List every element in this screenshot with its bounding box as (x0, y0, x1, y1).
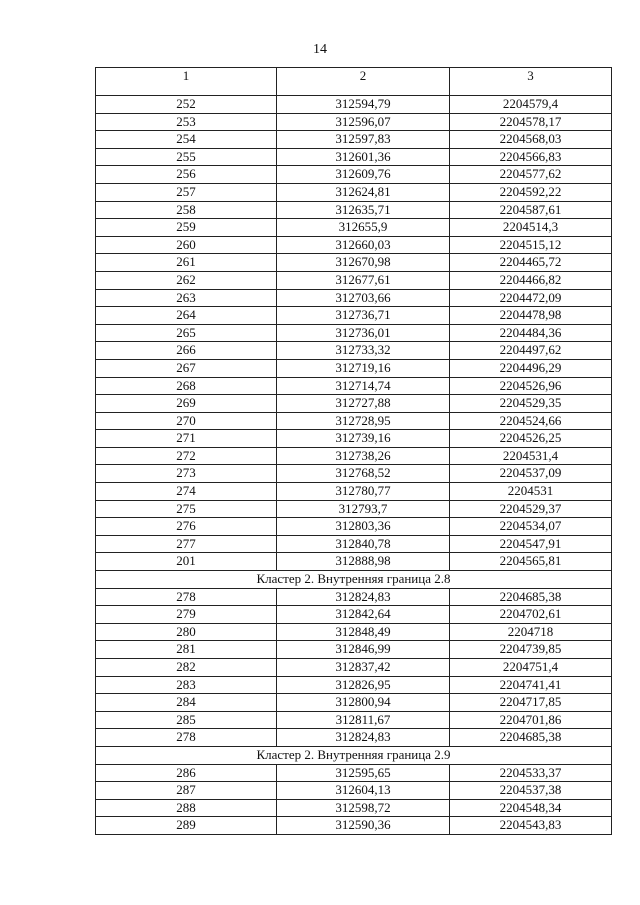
y-coordinate-cell: 2204568,03 (450, 131, 612, 149)
point-number-cell: 270 (96, 412, 277, 430)
y-coordinate-cell: 2204534,07 (450, 518, 612, 536)
y-coordinate-cell: 2204701,86 (450, 711, 612, 729)
y-coordinate-cell: 2204579,4 (450, 96, 612, 114)
x-coordinate-cell: 312840,78 (277, 535, 450, 553)
point-number-cell: 280 (96, 623, 277, 641)
point-number-cell: 274 (96, 483, 277, 501)
y-coordinate-cell: 2204533,37 (450, 764, 612, 782)
y-coordinate-cell: 2204587,61 (450, 201, 612, 219)
table-row (96, 289, 612, 307)
x-coordinate-cell: 312800,94 (277, 694, 450, 712)
x-coordinate-cell: 312888,98 (277, 553, 450, 571)
point-number-cell: 275 (96, 500, 277, 518)
point-number-cell: 278 (96, 588, 277, 606)
coordinates-table (95, 67, 612, 835)
x-coordinate-cell: 312660,03 (277, 236, 450, 254)
x-coordinate-cell: 312793,7 (277, 500, 450, 518)
table-row (96, 465, 612, 483)
y-coordinate-cell: 2204751,4 (450, 659, 612, 677)
y-coordinate-cell: 2204524,66 (450, 412, 612, 430)
table-row (96, 799, 612, 817)
point-number-cell: 201 (96, 553, 277, 571)
point-number-cell: 287 (96, 782, 277, 800)
y-coordinate-cell: 2204472,09 (450, 289, 612, 307)
table-row (96, 307, 612, 325)
table-row (96, 271, 612, 289)
point-number-cell: 283 (96, 676, 277, 694)
x-coordinate-cell: 312670,98 (277, 254, 450, 272)
y-coordinate-cell: 2204537,38 (450, 782, 612, 800)
table-row (96, 623, 612, 641)
table-row (96, 359, 612, 377)
point-number-cell: 260 (96, 236, 277, 254)
header-cell-point-number: 1 (96, 68, 277, 96)
table-row (96, 500, 612, 518)
table-row (96, 483, 612, 501)
point-number-cell: 269 (96, 395, 277, 413)
x-coordinate-cell: 312826,95 (277, 676, 450, 694)
section-title-row (96, 746, 612, 764)
table-row (96, 201, 612, 219)
table-row (96, 729, 612, 747)
y-coordinate-cell: 2204548,34 (450, 799, 612, 817)
x-coordinate-cell: 312677,61 (277, 271, 450, 289)
point-number-cell: 257 (96, 183, 277, 201)
table-row (96, 395, 612, 413)
section-title: Кластер 2. Внутренняя граница 2.9 (96, 746, 612, 764)
x-coordinate-cell: 312803,36 (277, 518, 450, 536)
x-coordinate-cell: 312624,81 (277, 183, 450, 201)
point-number-cell: 284 (96, 694, 277, 712)
table-row (96, 447, 612, 465)
point-number-cell: 271 (96, 430, 277, 448)
section-title-row (96, 571, 612, 589)
y-coordinate-cell: 2204592,22 (450, 183, 612, 201)
y-coordinate-cell: 2204526,96 (450, 377, 612, 395)
x-coordinate-cell: 312714,74 (277, 377, 450, 395)
point-number-cell: 279 (96, 606, 277, 624)
point-number-cell: 258 (96, 201, 277, 219)
table-row (96, 131, 612, 149)
x-coordinate-cell: 312824,83 (277, 729, 450, 747)
y-coordinate-cell: 2204717,85 (450, 694, 612, 712)
y-coordinate-cell: 2204465,72 (450, 254, 612, 272)
x-coordinate-cell: 312780,77 (277, 483, 450, 501)
table-row (96, 553, 612, 571)
x-coordinate-cell: 312597,83 (277, 131, 450, 149)
x-coordinate-cell: 312655,9 (277, 219, 450, 237)
y-coordinate-cell: 2204515,12 (450, 236, 612, 254)
x-coordinate-cell: 312842,64 (277, 606, 450, 624)
table-row (96, 694, 612, 712)
section-title: Кластер 2. Внутренняя граница 2.8 (96, 571, 612, 589)
point-number-cell: 264 (96, 307, 277, 325)
x-coordinate-cell: 312811,67 (277, 711, 450, 729)
table-row (96, 535, 612, 553)
x-coordinate-cell: 312598,72 (277, 799, 450, 817)
x-coordinate-cell: 312739,16 (277, 430, 450, 448)
point-number-cell: 281 (96, 641, 277, 659)
y-coordinate-cell: 2204478,98 (450, 307, 612, 325)
point-number-cell: 261 (96, 254, 277, 272)
x-coordinate-cell: 312736,01 (277, 324, 450, 342)
table-row (96, 676, 612, 694)
y-coordinate-cell: 2204497,62 (450, 342, 612, 360)
y-coordinate-cell: 2204531,4 (450, 447, 612, 465)
point-number-cell: 268 (96, 377, 277, 395)
table-row (96, 236, 612, 254)
y-coordinate-cell: 2204529,35 (450, 395, 612, 413)
table-header-row (96, 68, 612, 96)
point-number-cell: 263 (96, 289, 277, 307)
x-coordinate-cell: 312601,36 (277, 148, 450, 166)
table-row (96, 518, 612, 536)
header-cell-y-coordinate: 3 (450, 68, 612, 96)
x-coordinate-cell: 312768,52 (277, 465, 450, 483)
table-row (96, 782, 612, 800)
y-coordinate-cell: 2204514,3 (450, 219, 612, 237)
point-number-cell: 289 (96, 817, 277, 835)
point-number-cell: 272 (96, 447, 277, 465)
y-coordinate-cell: 2204484,36 (450, 324, 612, 342)
x-coordinate-cell: 312719,16 (277, 359, 450, 377)
x-coordinate-cell: 312837,42 (277, 659, 450, 677)
y-coordinate-cell: 2204718 (450, 623, 612, 641)
point-number-cell: 256 (96, 166, 277, 184)
point-number-cell: 288 (96, 799, 277, 817)
point-number-cell: 273 (96, 465, 277, 483)
x-coordinate-cell: 312736,71 (277, 307, 450, 325)
x-coordinate-cell: 312733,32 (277, 342, 450, 360)
y-coordinate-cell: 2204702,61 (450, 606, 612, 624)
point-number-cell: 253 (96, 113, 277, 131)
table-row (96, 113, 612, 131)
x-coordinate-cell: 312590,36 (277, 817, 450, 835)
table-row (96, 588, 612, 606)
table-row (96, 254, 612, 272)
x-coordinate-cell: 312727,88 (277, 395, 450, 413)
table-row (96, 659, 612, 677)
table-row (96, 817, 612, 835)
header-cell-x-coordinate: 2 (277, 68, 450, 96)
point-number-cell: 254 (96, 131, 277, 149)
table-row (96, 412, 612, 430)
table-row (96, 764, 612, 782)
y-coordinate-cell: 2204739,85 (450, 641, 612, 659)
y-coordinate-cell: 2204537,09 (450, 465, 612, 483)
table-row (96, 96, 612, 114)
x-coordinate-cell: 312728,95 (277, 412, 450, 430)
table-row (96, 324, 612, 342)
y-coordinate-cell: 2204526,25 (450, 430, 612, 448)
point-number-cell: 282 (96, 659, 277, 677)
table-row (96, 219, 612, 237)
point-number-cell: 252 (96, 96, 277, 114)
y-coordinate-cell: 2204685,38 (450, 729, 612, 747)
x-coordinate-cell: 312594,79 (277, 96, 450, 114)
x-coordinate-cell: 312609,76 (277, 166, 450, 184)
y-coordinate-cell: 2204565,81 (450, 553, 612, 571)
x-coordinate-cell: 312635,71 (277, 201, 450, 219)
y-coordinate-cell: 2204577,62 (450, 166, 612, 184)
table-row (96, 183, 612, 201)
coordinates-table-body (96, 68, 612, 835)
x-coordinate-cell: 312604,13 (277, 782, 450, 800)
x-coordinate-cell: 312596,07 (277, 113, 450, 131)
y-coordinate-cell: 2204741,41 (450, 676, 612, 694)
page-number: 14 (313, 42, 327, 57)
point-number-cell: 277 (96, 535, 277, 553)
point-number-cell: 285 (96, 711, 277, 729)
x-coordinate-cell: 312846,99 (277, 641, 450, 659)
point-number-cell: 276 (96, 518, 277, 536)
table-row (96, 342, 612, 360)
y-coordinate-cell: 2204685,38 (450, 588, 612, 606)
table-row (96, 377, 612, 395)
point-number-cell: 265 (96, 324, 277, 342)
table-row (96, 711, 612, 729)
y-coordinate-cell: 2204466,82 (450, 271, 612, 289)
x-coordinate-cell: 312824,83 (277, 588, 450, 606)
point-number-cell: 255 (96, 148, 277, 166)
point-number-cell: 278 (96, 729, 277, 747)
y-coordinate-cell: 2204529,37 (450, 500, 612, 518)
table-row (96, 641, 612, 659)
table-row (96, 166, 612, 184)
point-number-cell: 267 (96, 359, 277, 377)
point-number-cell: 286 (96, 764, 277, 782)
x-coordinate-cell: 312848,49 (277, 623, 450, 641)
y-coordinate-cell: 2204531 (450, 483, 612, 501)
x-coordinate-cell: 312703,66 (277, 289, 450, 307)
y-coordinate-cell: 2204547,91 (450, 535, 612, 553)
y-coordinate-cell: 2204543,83 (450, 817, 612, 835)
table-row (96, 606, 612, 624)
point-number-cell: 262 (96, 271, 277, 289)
x-coordinate-cell: 312595,65 (277, 764, 450, 782)
y-coordinate-cell: 2204566,83 (450, 148, 612, 166)
point-number-cell: 266 (96, 342, 277, 360)
table-row (96, 430, 612, 448)
point-number-cell: 259 (96, 219, 277, 237)
y-coordinate-cell: 2204578,17 (450, 113, 612, 131)
y-coordinate-cell: 2204496,29 (450, 359, 612, 377)
table-row (96, 148, 612, 166)
x-coordinate-cell: 312738,26 (277, 447, 450, 465)
